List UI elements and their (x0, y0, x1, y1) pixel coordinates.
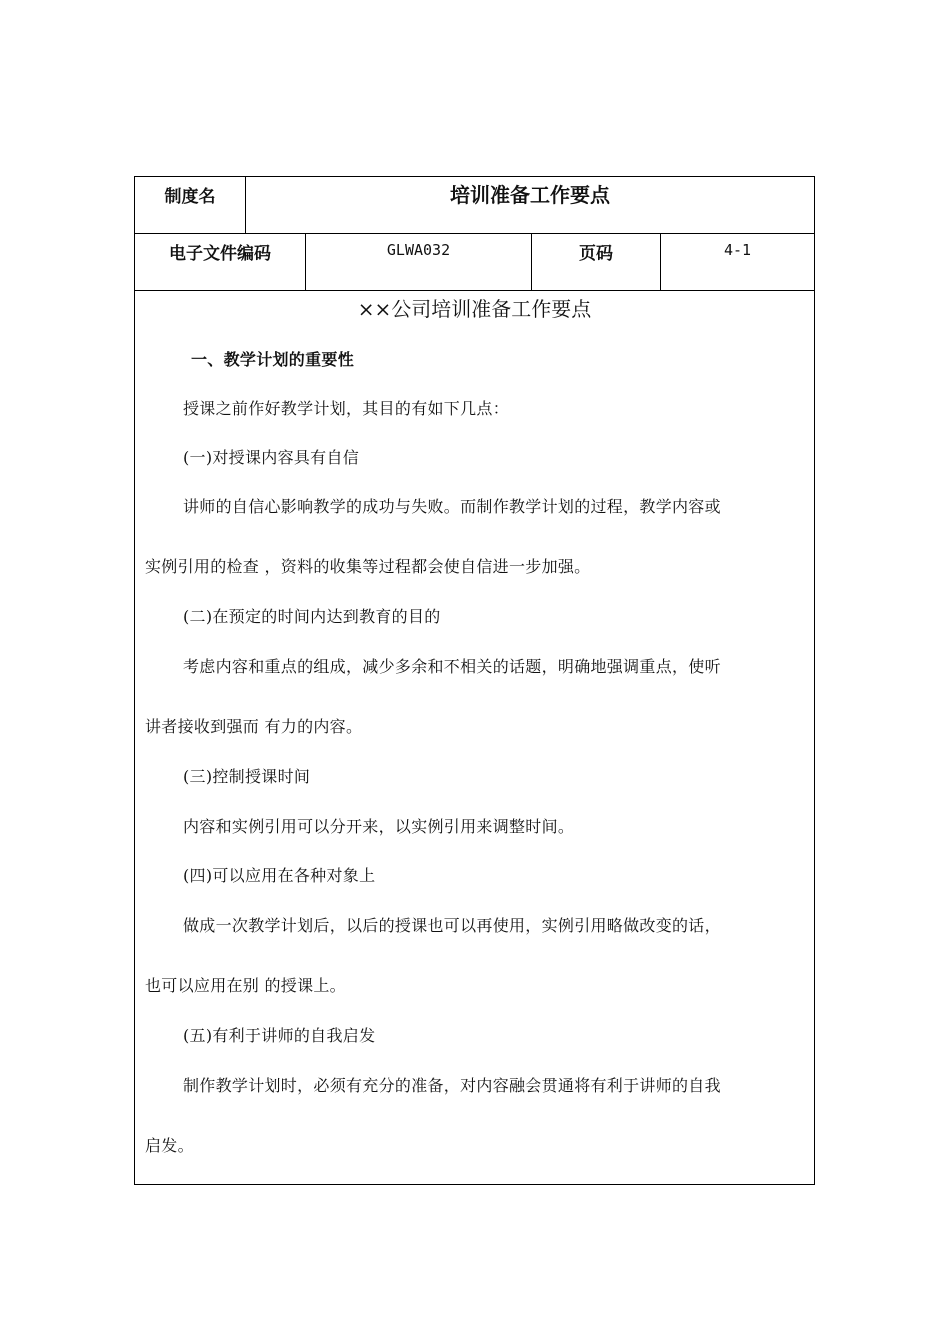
point-text-1b: 实例引用的检查 ，资料的收集等过程都会使自信进一步加强。 (145, 557, 591, 576)
point-text-1a: 讲师的自信心影响教学的成功与失败。而制作教学计划的过程，教学内容或 (183, 497, 721, 516)
document-table (134, 176, 815, 1185)
point-text-5b: 启发。 (145, 1136, 194, 1155)
code-row (135, 234, 814, 291)
point-title-5: (五)有利于讲师的自我启发 (183, 1026, 376, 1045)
file-code-value: GLWA032 (306, 234, 532, 290)
section-title: 一、教学计划的重要性 (191, 350, 355, 369)
page-label: 页码 (532, 234, 661, 290)
page-number: 4-1 (723, 241, 752, 259)
point-text-4b: 也可以应用在别 的授课上。 (145, 976, 346, 995)
point-text-2a: 考虑内容和重点的组成，减少多余和不相关的话题，明确地强调重点，使听 (183, 657, 721, 676)
system-name-label: 制度名 (135, 177, 246, 233)
point-text-2b: 讲者接收到强而 有力的内容。 (145, 717, 363, 736)
document-body (135, 291, 814, 1184)
point-title-4: (四)可以应用在各种对象上 (183, 866, 376, 885)
file-code-label: 电子文件编码 (135, 234, 306, 290)
point-title-2: (二)在预定的时间内达到教育的目的 (183, 607, 441, 626)
intro-paragraph: 授课之前作好教学计划，其目的有如下几点： (183, 399, 510, 418)
document-title: 培训准备工作要点 (450, 183, 610, 207)
point-text-4a: 做成一次教学计划后，以后的授课也可以再使用，实例引用略做改变的话， (183, 916, 721, 935)
point-text-5a: 制作教学计划时，必须有充分的准备，对内容融会贯通将有利于讲师的自我 (183, 1076, 721, 1095)
title-row (135, 177, 814, 234)
point-title-1: (一)对授课内容具有自信 (183, 448, 360, 467)
content-heading: ××公司培训准备工作要点 (357, 297, 592, 321)
point-title-3: (三)控制授课时间 (183, 767, 311, 786)
point-text-3: 内容和实例引用可以分开来，以实例引用来调整时间。 (183, 817, 575, 836)
